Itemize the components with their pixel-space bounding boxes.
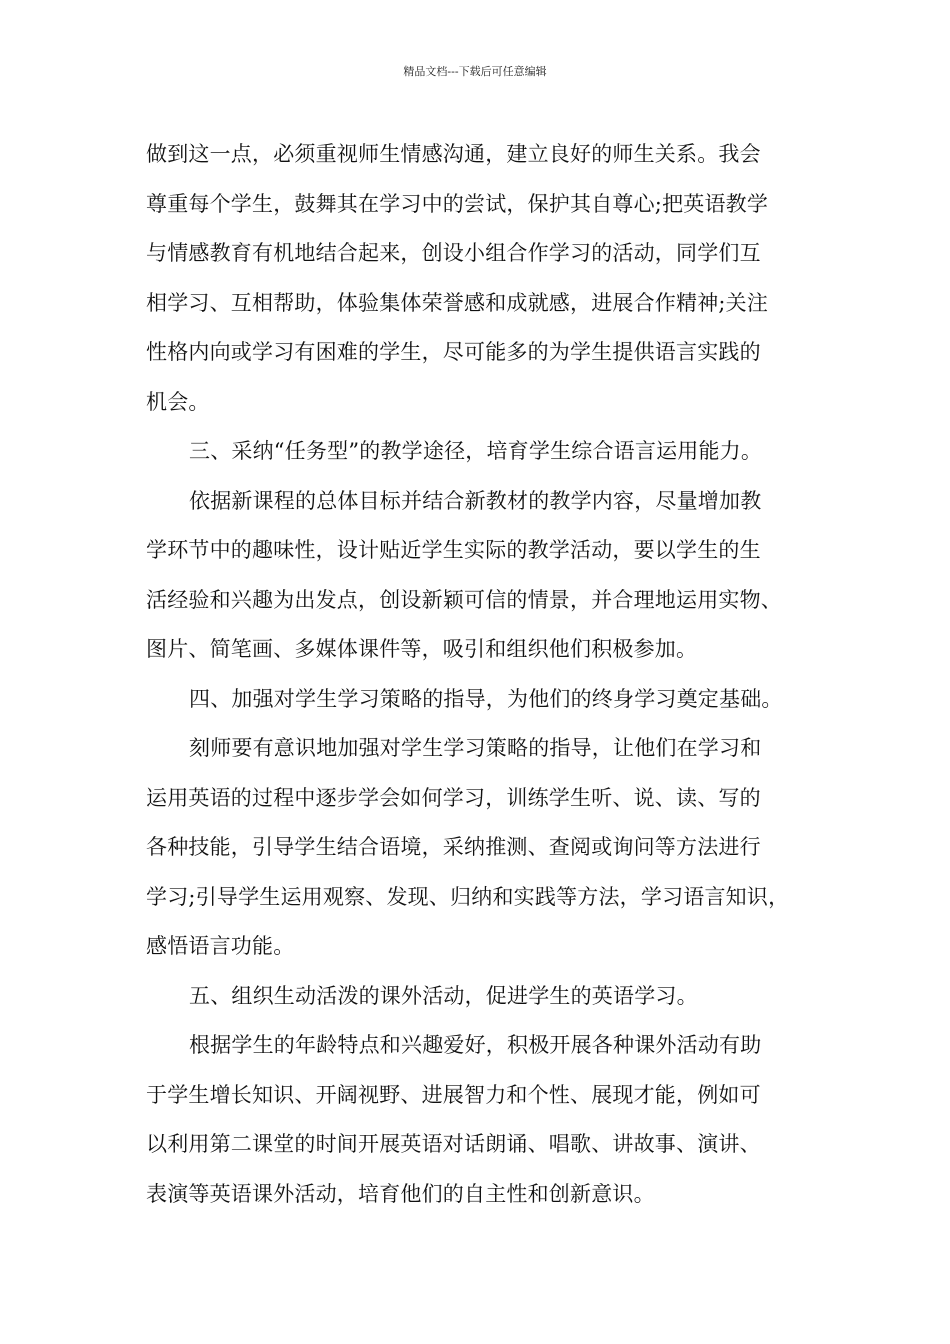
section-heading xyxy=(146,675,826,725)
text-line: 表演等英语课外活动，培育他们的自主性和创新意识。 xyxy=(146,1181,655,1206)
text-line: 各种技能，引导学生结合语境，采纳推测、查阅或询问等方法进行 xyxy=(146,835,761,859)
text-line: 学环节中的趣味性，设计贴近学生实际的教学活动，要以学生的生 xyxy=(146,538,761,562)
text-line: 五、组织生动活泼的课外活动，促进学生的英语学习。 xyxy=(189,983,698,1008)
text-line: 四、加强对学生学习策略的指导，为他们的终身学习奠定基础。 xyxy=(189,686,783,711)
paragraph xyxy=(146,724,826,972)
page-header: 精品文档---下载后可任意编辑 xyxy=(403,65,547,78)
text-line: 感悟语言功能。 xyxy=(146,934,295,958)
paragraph xyxy=(146,1021,826,1219)
paragraph xyxy=(146,130,826,427)
text-line: 图片、简笔画、多媒体课件等，吸引和组织他们积极参加。 xyxy=(146,637,698,661)
section-heading xyxy=(146,427,826,477)
text-line: 于学生增长知识、开阔视野、进展智力和个性、展现才能，例如可 xyxy=(146,1082,761,1107)
text-line: 刻师要有意识地加强对学生学习策略的指导，让他们在学习和 xyxy=(189,736,762,760)
text-line: 以利用第二课堂的时间开展英语对话朗诵、唱歌、讲故事、演讲、 xyxy=(146,1132,761,1156)
text-line: 依据新课程的总体目标并结合新教材的教学内容，尽量增加教 xyxy=(189,488,762,513)
text-line: 根据学生的年龄特点和兴趣爱好，积极开展各种课外活动有助 xyxy=(189,1033,762,1057)
document-body xyxy=(146,130,826,1219)
text-line: 做到这一点，必须重视师生情感沟通，建立良好的师生关系。我会 xyxy=(146,142,761,166)
text-line: 运用英语的过程中逐步学会如何学习，训练学生听、说、读、写的 xyxy=(146,785,761,810)
text-line: 相学习、互相帮助，体验集体荣誉感和成就感，进展合作精神;关注 xyxy=(146,290,769,315)
paragraph xyxy=(146,477,826,675)
text-line: 三、采纳“任务型”的教学途径，培育学生综合语言运用能力。 xyxy=(189,439,763,463)
section-heading xyxy=(146,972,826,1022)
text-line: 活经验和兴趣为出发点，创设新颖可信的情景，并合理地运用实物、 xyxy=(146,587,782,612)
text-line: 与情感教育有机地结合起来，创设小组合作学习的活动，同学们互 xyxy=(146,241,761,265)
text-line: 性格内向或学习有困难的学生，尽可能多的为学生提供语言实践的 xyxy=(146,340,761,364)
text-line: 尊重每个学生，鼓舞其在学习中的尝试，保护其自尊心;把英语教学 xyxy=(146,191,769,216)
text-line: 学习;引导学生运用观察、发现、归纳和实践等方法，学习语言知识， xyxy=(146,884,790,909)
text-line: 机会。 xyxy=(146,389,210,414)
